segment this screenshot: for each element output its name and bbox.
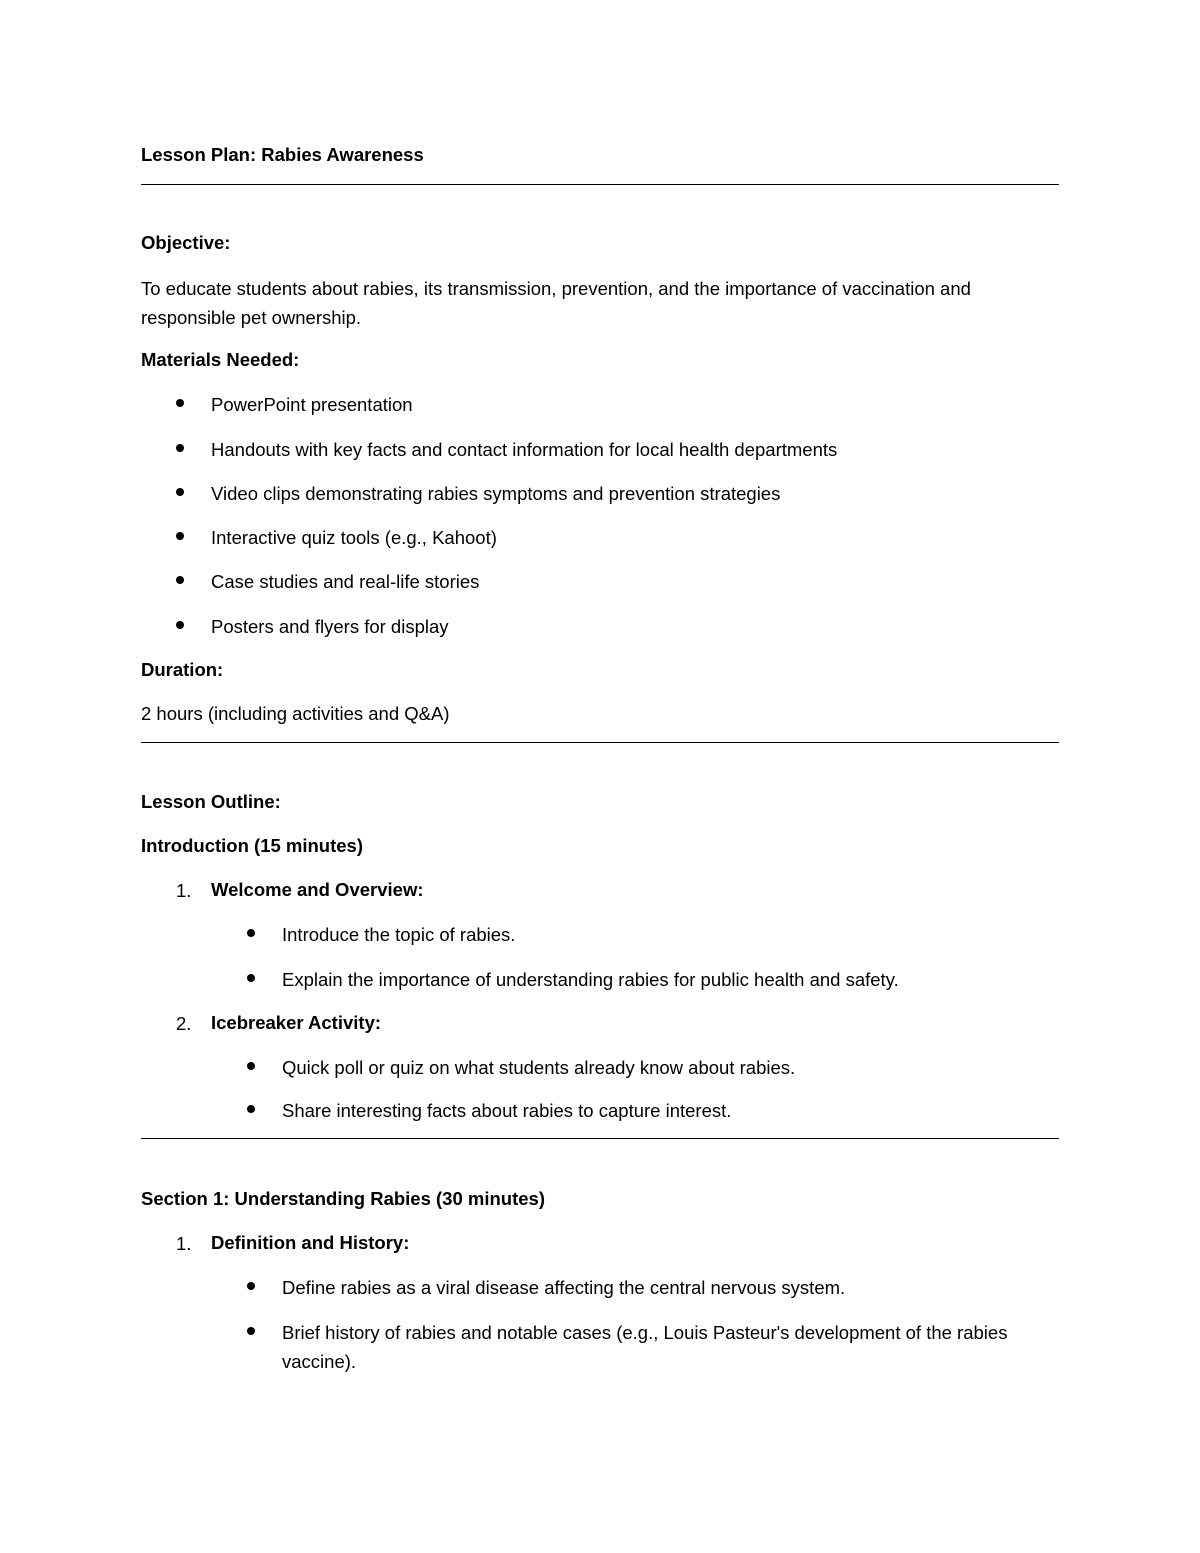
bullet-icon [176, 621, 184, 629]
bullet-icon [247, 1282, 255, 1290]
step-number: 1. [176, 1233, 192, 1254]
objective-text: To educate students about rabies, its transmission, prevention, and the importance of vaccination and [141, 278, 971, 299]
list-item: Posters and flyers for display [211, 616, 449, 637]
objective-text-continued: responsible pet ownership. [141, 307, 362, 328]
list-item: Case studies and real-life stories [211, 571, 480, 592]
step-title: Welcome and Overview: [211, 879, 424, 900]
list-item: Brief history of rabies and notable cases (e.g., Louis Pasteur's development of the rabies [282, 1322, 1008, 1343]
list-item: PowerPoint presentation [211, 394, 413, 415]
outline-heading: Lesson Outline: [141, 791, 281, 812]
step-title: Icebreaker Activity: [211, 1012, 382, 1033]
step-title: Definition and History: [211, 1232, 410, 1253]
bullet-icon [176, 532, 184, 540]
materials-heading: Materials Needed: [141, 349, 300, 370]
step-number: 2. [176, 1013, 192, 1034]
duration-heading: Duration: [141, 659, 224, 680]
bullet-icon [247, 1327, 255, 1335]
intro-heading: Introduction (15 minutes) [141, 835, 363, 856]
divider [141, 184, 1059, 185]
bullet-icon [247, 1105, 255, 1113]
bullet-icon [176, 488, 184, 496]
divider [141, 1138, 1059, 1139]
list-item: Explain the importance of understanding rabies for public health and safety. [282, 969, 899, 990]
list-item: Handouts with key facts and contact information for local health departments [211, 439, 838, 460]
duration-text: 2 hours (including activities and Q&A) [141, 703, 450, 724]
list-item: Define rabies as a viral disease affecting the central nervous system. [282, 1277, 846, 1298]
list-item-continued: vaccine). [282, 1351, 357, 1372]
bullet-icon [247, 974, 255, 982]
list-item: Interactive quiz tools (e.g., Kahoot) [211, 527, 497, 548]
bullet-icon [247, 929, 255, 937]
objective-heading: Objective: [141, 232, 231, 253]
bullet-icon [176, 444, 184, 452]
bullet-icon [176, 399, 184, 407]
step-number: 1. [176, 880, 192, 901]
bullet-icon [176, 576, 184, 584]
document-title: Lesson Plan: Rabies Awareness [141, 144, 424, 165]
bullet-icon [247, 1062, 255, 1070]
section-heading: Section 1: Understanding Rabies (30 minutes) [141, 1188, 545, 1209]
list-item: Introduce the topic of rabies. [282, 924, 516, 945]
list-item: Quick poll or quiz on what students already know about rabies. [282, 1057, 796, 1078]
list-item: Share interesting facts about rabies to capture interest. [282, 1100, 732, 1121]
divider [141, 742, 1059, 743]
list-item: Video clips demonstrating rabies symptoms and prevention strategies [211, 483, 781, 504]
